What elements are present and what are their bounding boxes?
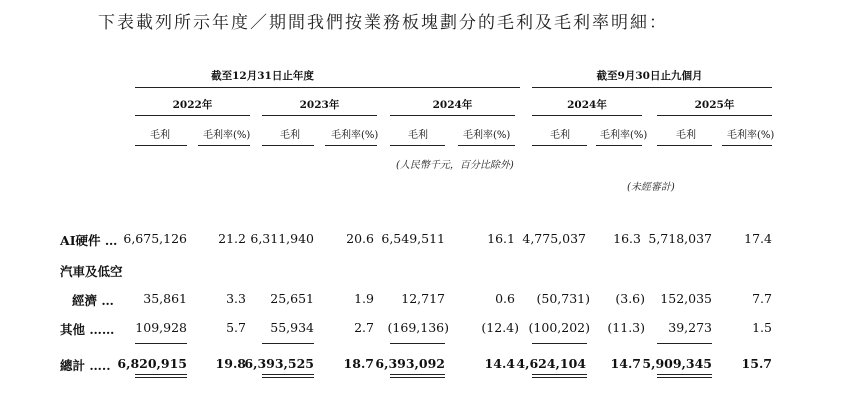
total-cell: 6,820,915 — [117, 356, 187, 371]
cell: 16.3 — [613, 231, 641, 246]
cell: 35,861 — [143, 291, 187, 306]
year-header-2024: 2024年 — [432, 99, 473, 111]
sub-rule — [198, 145, 250, 146]
total-cell: 6,393,092 — [375, 356, 445, 371]
cell: 3.3 — [226, 291, 246, 306]
year-rule-2023 — [262, 115, 377, 116]
subtotal-rule — [657, 343, 712, 344]
year-header-2022: 2022年 — [172, 99, 213, 111]
cell: 6,549,511 — [381, 231, 445, 246]
year-header-2025-interim: 2025年 — [694, 99, 735, 111]
annual-group-rule — [135, 87, 520, 88]
col-margin-2022: 毛利率(%) — [203, 130, 251, 141]
sub-rule — [596, 145, 642, 146]
cell: 0.6 — [495, 291, 515, 306]
sub-rule — [262, 145, 314, 146]
year-rule-2024 — [390, 115, 515, 116]
unit-note: (人民幣千元，百分比除外) — [396, 160, 514, 171]
sub-rule — [532, 145, 587, 146]
total-cell: 6,393,525 — [244, 356, 314, 371]
cell: 7.7 — [752, 291, 772, 306]
year-rule-2025-interim — [657, 115, 772, 116]
cell: 5.7 — [226, 320, 246, 335]
subtotal-rule — [135, 343, 187, 344]
total-cell: 14.7 — [610, 356, 641, 371]
col-gross-profit-2024-interim: 毛利 — [550, 130, 570, 141]
total-cell: 19.8 — [215, 356, 246, 371]
cell: 17.4 — [744, 231, 772, 246]
unaudited-note: (未經審計) — [627, 182, 675, 193]
cell: 109,928 — [135, 320, 187, 335]
year-rule-2024-interim — [532, 115, 642, 116]
cell: 5,718,037 — [648, 231, 712, 246]
cell: (12.4) — [481, 320, 519, 335]
total-cell: 14.4 — [484, 356, 515, 371]
col-gross-profit-2025-interim: 毛利 — [676, 130, 696, 141]
col-gross-profit-2023: 毛利 — [280, 130, 300, 141]
interim-group-header: 截至9月30日止九個月 — [596, 70, 703, 82]
subtotal-rule — [390, 343, 445, 344]
total-double-rule — [532, 374, 587, 378]
intro-text: 下表載列所示年度／期間我們按業務板塊劃分的毛利及毛利率明細： — [98, 13, 668, 33]
subtotal-rule — [262, 343, 314, 344]
total-double-rule — [262, 374, 314, 378]
col-margin-2025-interim: 毛利率(%) — [727, 130, 775, 141]
total-double-rule — [657, 374, 712, 378]
sub-rule — [657, 145, 712, 146]
cell: 1.5 — [752, 320, 772, 335]
cell: 2.7 — [354, 320, 374, 335]
cell: (3.6) — [615, 291, 645, 306]
sub-rule — [458, 145, 515, 146]
sub-rule — [390, 145, 445, 146]
cell: (50,731) — [536, 291, 590, 306]
cell: (169,136) — [387, 320, 449, 335]
cell: (100,202) — [528, 320, 590, 335]
row-label-others: 其他 …… — [60, 322, 115, 337]
year-header-2023: 2023年 — [299, 99, 340, 111]
col-margin-2024-interim: 毛利率(%) — [600, 130, 648, 141]
cell: 55,934 — [270, 320, 314, 335]
sub-rule — [722, 145, 772, 146]
total-cell: 4,624,104 — [516, 356, 586, 371]
sub-rule — [325, 145, 377, 146]
cell: 12,717 — [401, 291, 445, 306]
cell: (11.3) — [607, 320, 645, 335]
row-label-auto-line2: 經濟 … — [72, 293, 114, 308]
total-cell: 18.7 — [343, 356, 374, 371]
year-rule-2022 — [135, 115, 250, 116]
row-label-auto-line1: 汽車及低空 — [60, 264, 123, 279]
total-cell: 5,909,345 — [642, 356, 712, 371]
row-label-ai-hardware: AI硬件 … — [60, 233, 118, 248]
cell: 25,651 — [270, 291, 314, 306]
col-gross-profit-2024: 毛利 — [408, 130, 428, 141]
year-header-2024-interim: 2024年 — [567, 99, 607, 111]
cell: 16.1 — [487, 231, 515, 246]
total-double-rule — [135, 374, 187, 378]
total-cell: 15.7 — [741, 356, 772, 371]
cell: 152,035 — [660, 291, 712, 306]
col-margin-2023: 毛利率(%) — [331, 130, 379, 141]
cell: 21.2 — [218, 231, 246, 246]
cell: 39,273 — [668, 320, 712, 335]
row-label-total: 總計 ….. — [60, 358, 111, 373]
cell: 4,775,037 — [522, 231, 586, 246]
total-double-rule — [390, 374, 445, 378]
sub-rule — [135, 145, 187, 146]
annual-group-header: 截至12月31日止年度 — [211, 70, 314, 82]
cell: 1.9 — [354, 291, 374, 306]
col-margin-2024: 毛利率(%) — [463, 130, 511, 141]
interim-group-rule — [532, 87, 772, 88]
cell: 6,675,126 — [123, 231, 187, 246]
subtotal-rule — [532, 343, 587, 344]
cell: 20.6 — [346, 231, 374, 246]
col-gross-profit-2022: 毛利 — [150, 130, 170, 141]
cell: 6,311,940 — [250, 231, 314, 246]
